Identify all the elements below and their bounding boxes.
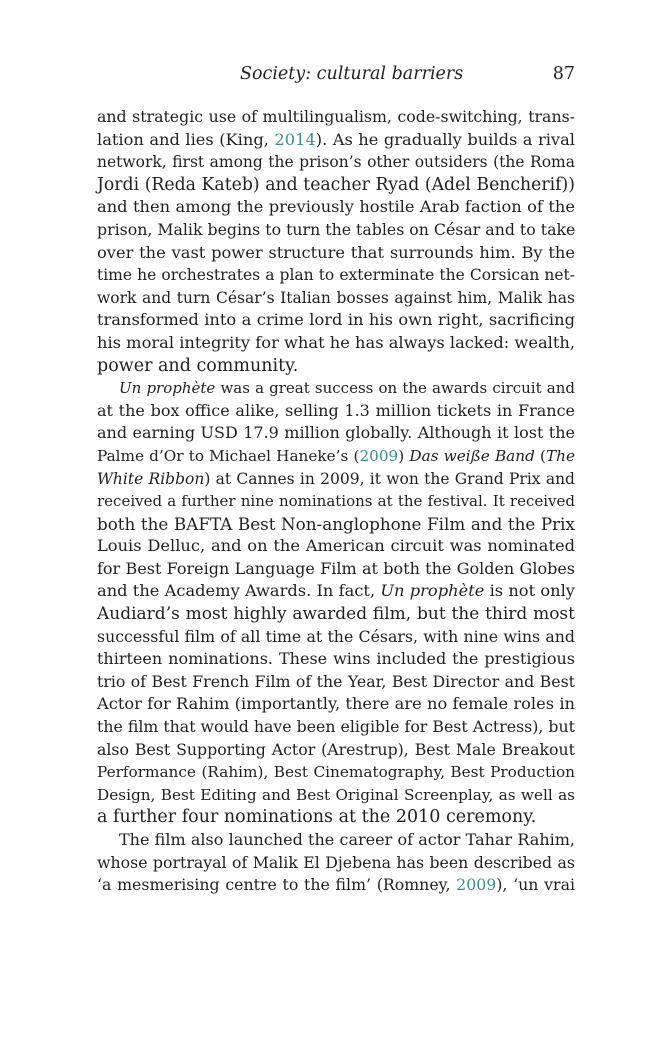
text-run: and the Academy Awards. In fact,	[97, 581, 381, 601]
text-line: Actor for Rahim (importantly, there are no female roles in	[97, 694, 575, 714]
text-run: ), ‘un vrai	[496, 875, 575, 895]
text-line: thirteen nominations. These wins included the prestigious	[97, 649, 575, 669]
text-line: for Best Foreign Language Film at both the Golden Globes	[97, 558, 575, 578]
citation-link[interactable]: 2014	[274, 129, 316, 149]
text-line: transformed into a crime lord in his own right, sacrificing	[97, 310, 575, 330]
text-line: both the BAFTA Best Non-anglophone Film and the Prix	[97, 513, 575, 534]
text-line: his moral integrity for what he has always lacked: wealth,	[97, 332, 575, 352]
text-line: Jordi (Reda Kateb) and teacher Ryad (Adel Bencherif))	[97, 174, 575, 195]
text-line: at the box office alike, selling 1.3 million tickets in France	[97, 400, 575, 420]
text-line	[97, 468, 575, 491]
text-run: (	[534, 446, 546, 465]
text-line	[97, 445, 575, 468]
text-line: and strategic use of multilingualism, code-switching, trans-	[97, 107, 575, 126]
film-title: Das weiße Band	[409, 446, 535, 465]
text-line: Louis Delluc, and on the American circuit was nominated	[97, 536, 575, 556]
text-line: prison, Malik begins to turn the tables on César and to take	[97, 219, 576, 239]
text-line: over the vast power structure that surrounds him. By the	[97, 242, 575, 262]
text-line: whose portrayal of Malik El Djebena has been described as	[97, 852, 575, 872]
text-line: and then among the previously hostile Arab faction of the	[97, 197, 575, 217]
text-run: )	[398, 446, 410, 465]
text-line: trio of Best French Film of the Year, Best Director and Best	[97, 671, 575, 691]
running-head	[97, 62, 575, 86]
text-line: The film also launched the career of actor Tahar Rahim,	[119, 830, 575, 849]
body-text	[97, 106, 575, 897]
text-line: and earning USD 17.9 million globally. Although it lost the	[97, 423, 575, 443]
text-line: received a further nine nominations at the festival. It received	[97, 492, 575, 511]
text-line	[97, 580, 575, 603]
film-title: White Ribbon	[97, 469, 205, 488]
text-line: the film that would have been eligible for Best Actress), but	[97, 717, 575, 737]
text-line: Design, Best Editing and Best Original Screenplay, as well as	[97, 785, 575, 804]
running-title: Society: cultural barriers	[240, 64, 464, 84]
text-line: work and turn César’s Italian bosses against him, Malik has	[97, 288, 575, 307]
citation-link[interactable]: 2009	[359, 446, 399, 465]
text-line: a further four nominations at the 2010 ceremony.	[97, 807, 537, 828]
paragraph-1	[97, 106, 575, 377]
text-run: ). As he gradually builds a rival	[315, 129, 575, 149]
text-run: was a great success on the awards circuit and	[215, 379, 575, 398]
text-line	[97, 377, 575, 400]
citation-link[interactable]: 2009	[456, 875, 497, 895]
text-line: also Best Supporting Actor (Arestrup), Best Male Breakout	[97, 739, 575, 759]
text-run: ) at Cannes in 2009, it won the Grand Prix and	[204, 469, 575, 488]
page-number: 87	[552, 64, 575, 84]
paragraph-2	[97, 377, 575, 829]
text-run: ‘a mesmerising centre to the film’ (Romney,	[97, 875, 457, 895]
text-line: network, first among the prison’s other outsiders (the Roma	[97, 153, 575, 172]
text-line	[97, 874, 575, 897]
text-line: power and community.	[97, 355, 299, 376]
text-run: is not only	[484, 581, 575, 601]
paragraph-3	[97, 829, 575, 897]
text-line	[97, 129, 575, 152]
text-line: time he orchestrates a plan to exterminate the Corsican net-	[97, 266, 575, 285]
film-title: Un prophète	[119, 379, 216, 398]
text-run: Palme d’Or to Michael Haneke’s (	[97, 446, 360, 465]
film-title: The	[545, 446, 575, 465]
text-line: successful film of all time at the Césars, with nine wins and	[97, 626, 575, 646]
film-title: Un prophète	[380, 581, 485, 601]
text-line: Audiard’s most highly awarded film, but the third most	[97, 604, 575, 625]
text-line: Performance (Rahim), Best Cinematography, Best Production	[97, 763, 575, 782]
text-run: lation and lies (King,	[97, 129, 275, 149]
